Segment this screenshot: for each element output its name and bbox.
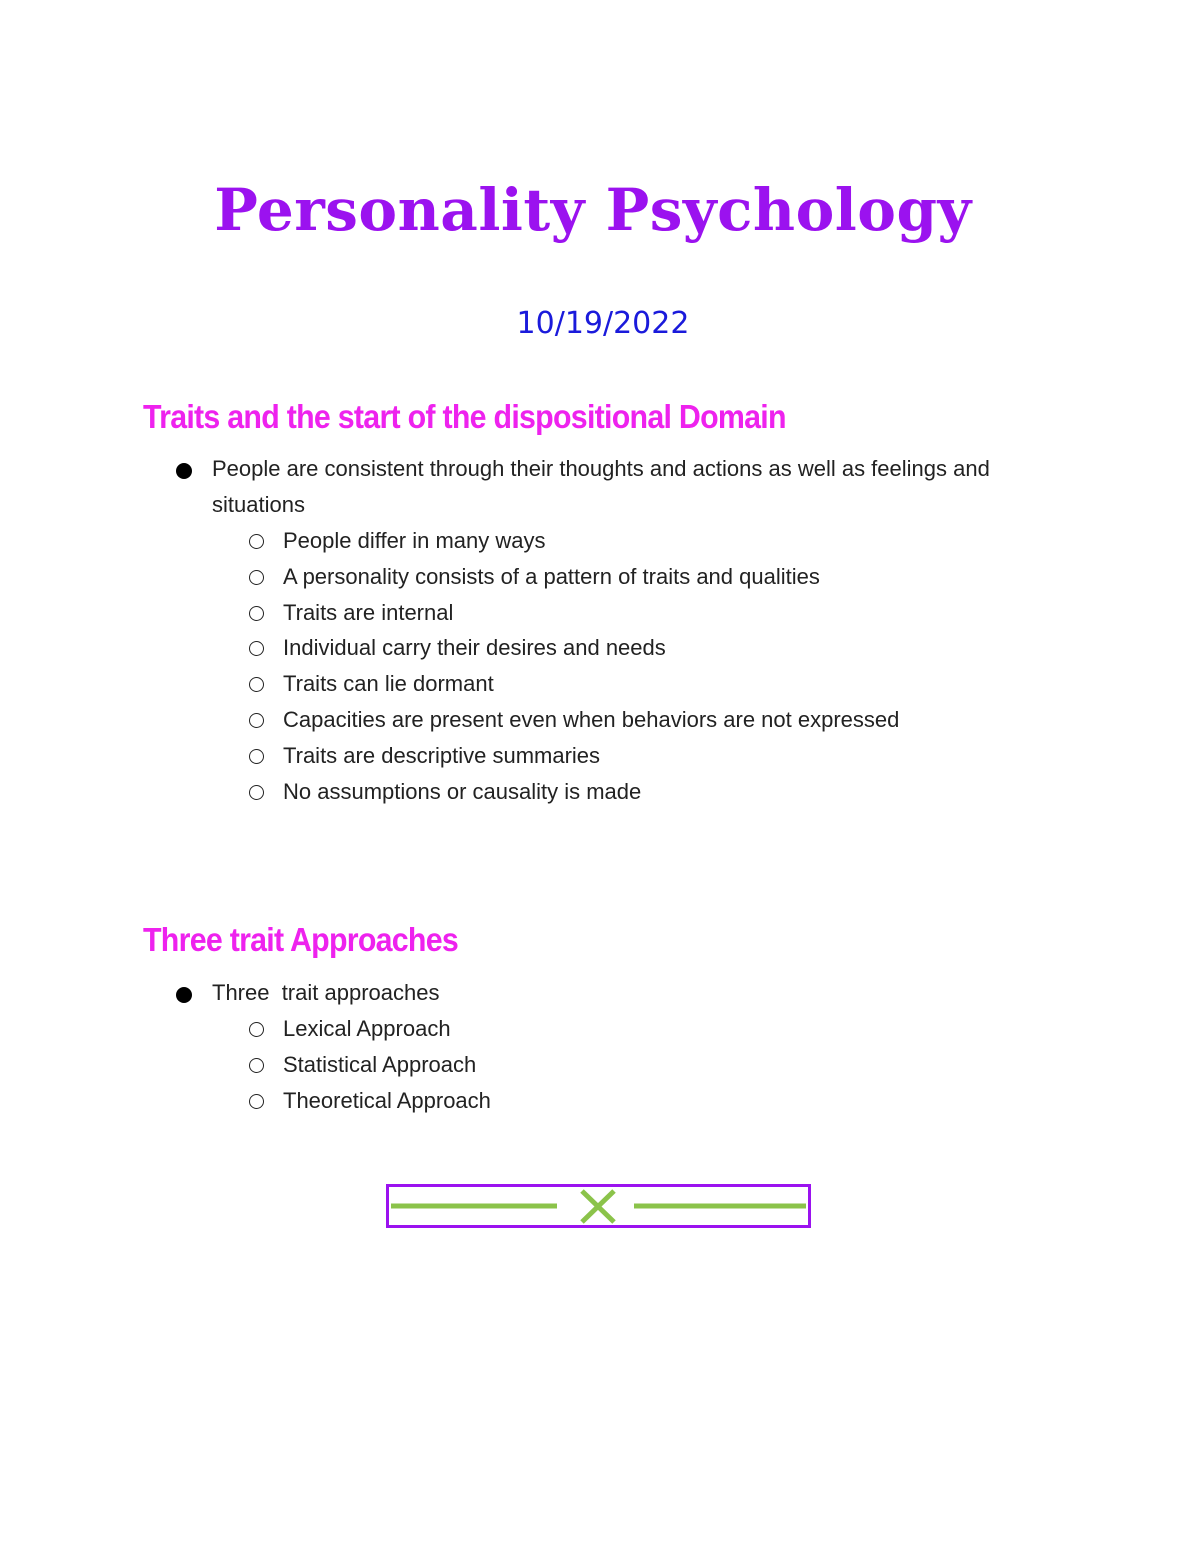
cross-icon: [389, 1187, 808, 1225]
sub-list-item: [247, 666, 899, 702]
sub-list-item: [247, 595, 899, 631]
hollow-circle-icon: [249, 641, 264, 656]
sub-list-item: [247, 559, 899, 595]
sub-list-item-text: Statistical Approach: [283, 1051, 477, 1077]
bullet-item: [176, 451, 1056, 523]
hollow-circle-icon: [249, 534, 264, 549]
sub-list-approaches: [247, 1011, 491, 1118]
sub-list-item-text: A personality consists of a pattern of traits and qualities: [283, 563, 820, 589]
sub-list-item: [247, 1083, 491, 1119]
bullet-text: People are consistent through their thoughts and actions as well as feelings and situations: [212, 456, 990, 517]
hollow-circle-icon: [249, 677, 264, 692]
hollow-circle-icon: [249, 570, 264, 585]
sub-list-item: [247, 702, 899, 738]
bullet-dot-icon: [176, 463, 192, 479]
bullet-text: Three trait approaches: [212, 980, 440, 1005]
sub-list-item-text: Traits are internal: [283, 599, 454, 625]
hollow-circle-icon: [249, 1022, 264, 1037]
hollow-circle-icon: [249, 606, 264, 621]
hollow-circle-icon: [249, 713, 264, 728]
hollow-circle-icon: [249, 785, 264, 800]
sub-list-item-text: Traits are descriptive summaries: [283, 742, 601, 768]
decorative-divider: [386, 1184, 811, 1228]
sub-list-item-text: Individual carry their desires and needs: [283, 635, 666, 661]
hollow-circle-icon: [249, 1094, 264, 1109]
sub-list-item: [247, 774, 899, 810]
section-heading-traits: Traits and the start of the dispositional Domain: [143, 398, 786, 435]
sub-list-item: [247, 738, 899, 774]
hollow-circle-icon: [249, 1058, 264, 1073]
sub-list-item: [247, 523, 899, 559]
sub-list-item-text: Theoretical Approach: [283, 1087, 491, 1113]
sub-list-item-text: Lexical Approach: [283, 1016, 451, 1041]
sub-list-item-text: Traits can lie dormant: [283, 671, 494, 697]
sub-list-item-text: No assumptions or causality is made: [283, 778, 642, 804]
sub-list-item-text: Capacities are present even when behaviors are not expressed: [283, 706, 900, 732]
section-heading-approaches: Three trait Approaches: [143, 921, 459, 958]
page-title: Personality Psychology: [214, 176, 972, 244]
bullet-item: [176, 975, 1056, 1011]
sub-list-item: [247, 1011, 491, 1047]
page-date: 10/19/2022: [516, 306, 690, 341]
hollow-circle-icon: [249, 749, 264, 764]
sub-list-traits: [247, 523, 899, 809]
sub-list-item: [247, 1047, 491, 1083]
sub-list-item-text: People differ in many ways: [283, 528, 546, 553]
sub-list-item: [247, 630, 899, 666]
bullet-dot-icon: [176, 987, 192, 1003]
